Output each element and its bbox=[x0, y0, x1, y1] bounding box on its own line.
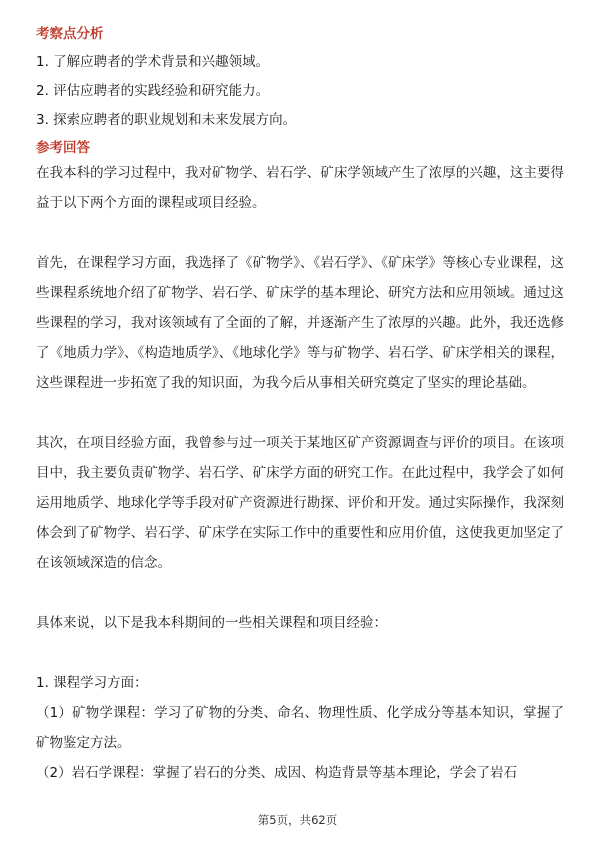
analysis-point-2: 2. 评估应聘者的实践经验和研究能力。 bbox=[36, 83, 270, 99]
page-content bbox=[36, 24, 564, 788]
paragraph-gap bbox=[36, 638, 564, 668]
answer-paragraph-intro: 在我本科的学习过程中，我对矿物学、岩石学、矿床学领域产生了浓厚的兴趣，这主要得益于以下两个方面的课程或项目经验。 bbox=[36, 165, 564, 211]
answer-paragraph-specifics: 具体来说，以下是我本科期间的一些相关课程和项目经验： bbox=[36, 615, 387, 631]
paragraph-gap bbox=[36, 578, 564, 608]
course-list-heading: 1. 课程学习方面： bbox=[36, 675, 148, 691]
analysis-point-1: 1. 了解应聘者的学术背景和兴趣领域。 bbox=[36, 54, 270, 70]
paragraph-gap bbox=[36, 218, 564, 248]
answer-heading: 参考回答 bbox=[36, 140, 90, 156]
course-list-item-petrology: （2）岩石学课程：掌握了岩石的分类、成因、构造背景等基本理论，学会了岩石 bbox=[36, 765, 518, 781]
course-list-item-mineralogy: （1）矿物学课程：学习了矿物的分类、命名、物理性质、化学成分等基本知识，掌握了矿物鉴定方法。 bbox=[36, 705, 564, 751]
analysis-points bbox=[36, 52, 564, 130]
answer-paragraph-courses: 首先，在课程学习方面，我选择了《矿物学》、《岩石学》、《矿床学》等核心专业课程，这些课程系统地介绍了矿物学、岩石学、矿床学的基本理论、研究方法和应用领域。通过这些课程的学习，我对该领域有了全面的了解，并逐渐产生了浓厚的兴趣。此外，我还选修了《地质力学》、《构造地质学》、《地球化学》等与矿物学、岩石学、矿床学相关的课程，这些课程进一步拓宽了我的知识面，为我今后从事相关研究奠定了坚实的理论基础。 bbox=[36, 255, 564, 391]
analysis-point-3: 3. 探索应聘者的职业规划和未来发展方向。 bbox=[36, 112, 297, 128]
answer-paragraph-projects: 其次，在项目经验方面，我曾参与过一项关于某地区矿产资源调查与评价的项目。在该项目中，我主要负责矿物学、岩石学、矿床学方面的研究工作。在此过程中，我学会了如何运用地质学、地球化学等手段对矿产资源进行勘探、评价和开发。通过实际操作，我深刻体会到了矿物学、岩石学、矿床学在实际工作中的重要性和应用价值，这使我更加坚定了在该领域深造的信念。 bbox=[36, 435, 564, 571]
paragraph-gap bbox=[36, 398, 564, 428]
page-number-footer: 第5页，共62页 bbox=[257, 813, 338, 827]
analysis-heading: 考察点分析 bbox=[36, 26, 104, 42]
